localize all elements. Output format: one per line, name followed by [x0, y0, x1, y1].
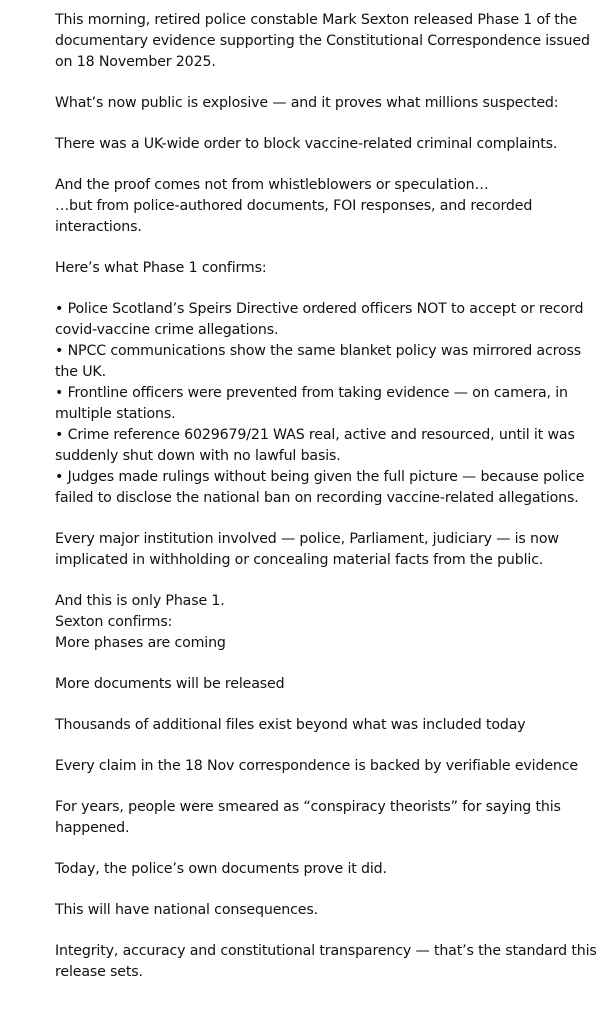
paragraph-more-phases: More phases are coming: [55, 635, 226, 651]
paragraph-every-claim: Every claim in the 18 Nov correspondence is backed by verifiable evidence: [55, 758, 578, 774]
paragraph-institutions: Every major institution involved — police, Parliament, judiciary — is now implicated in withholding or concealing material facts from the public.: [55, 531, 559, 568]
paragraph-proof-line-2: …but from police-authored documents, FOI responses, and recorded interactions.: [55, 198, 533, 235]
paragraph-consequences: This will have national consequences.: [55, 902, 318, 918]
post-body: [55, 10, 606, 983]
paragraph-only-phase1: And this is only Phase 1.: [55, 593, 225, 609]
bullet-item: • Frontline officers were prevented from taking evidence — on camera, in multiple stations.: [55, 385, 568, 422]
paragraph-intro: This morning, retired police constable Mark Sexton released Phase 1 of the documentary evidence supporting the Constitutional Correspondence issued on 18 November 2025.: [55, 12, 590, 70]
bullet-item: • NPCC communications show the same blanket policy was mirrored across the UK.: [55, 343, 582, 380]
paragraph-proof-line-1: And the proof comes not from whistleblowers or speculation…: [55, 177, 489, 193]
paragraph-order: There was a UK-wide order to block vaccine-related criminal complaints.: [55, 136, 558, 152]
paragraph-smeared: For years, people were smeared as “conspiracy theorists” for saying this happened.: [55, 799, 561, 836]
paragraph-phase1-confirms: Here’s what Phase 1 confirms:: [55, 260, 267, 276]
paragraph-explosive: What’s now public is explosive — and it proves what millions suspected:: [55, 95, 559, 111]
paragraph-more-documents: More documents will be released: [55, 676, 285, 692]
bullet-item: • Judges made rulings without being given the full picture — because police failed to disclose the national ban on recording vaccine-related allegations.: [55, 469, 585, 506]
bullet-item: • Crime reference 6029679/21 WAS real, active and resourced, until it was suddenly shut down with no lawful basis.: [55, 427, 575, 464]
paragraph-sexton-confirms: Sexton confirms:: [55, 614, 173, 630]
bullet-item: • Police Scotland’s Speirs Directive ordered officers NOT to accept or record covid-vaccine crime allegations.: [55, 301, 584, 338]
paragraph-today: Today, the police’s own documents prove it did.: [55, 861, 387, 877]
bullet-list: [55, 299, 606, 509]
paragraph-integrity: Integrity, accuracy and constitutional transparency — that’s the standard this release sets.: [55, 943, 597, 980]
paragraph-thousands-files: Thousands of additional files exist beyond what was included today: [55, 717, 526, 733]
